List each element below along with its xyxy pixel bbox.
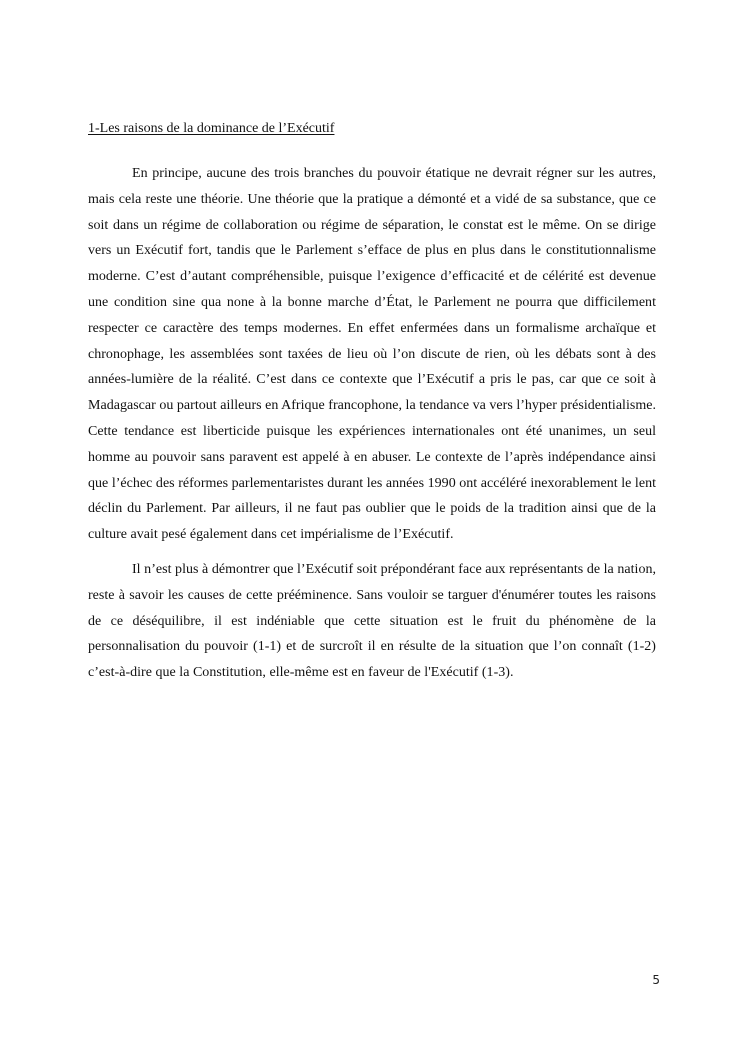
page-content xyxy=(88,119,656,686)
section-heading: 1-Les raisons de la dominance de l’Exécutif xyxy=(88,121,335,136)
page-number: 5 xyxy=(652,973,660,987)
body-paragraph-2: Il n’est plus à démontrer que l’Exécutif soit prépondérant face aux représentants de la nation, reste à savoir les causes de cette prééminence. Sans vouloir se targuer d'énumérer toutes les raisons de ce déséquilibre, il est indéniable que cette situation est le fruit du phénomène de la personnalisation du pouvoir (1-1) et de surcroît il en résulte de la situation que l’on connaît (1-2) c’est-à-dire que la Constitution, elle-même est en faveur de l'Exécutif (1-3). xyxy=(88,561,656,681)
body-paragraph-1: En principe, aucune des trois branches du pouvoir étatique ne devrait régner sur les autres, mais cela reste une théorie. Une théorie que la pratique a démonté et a vidé de sa substance, que ce soit dans un régime de collaboration ou régime de séparation, le constat est le même. On se dirige vers un Exécutif fort, tandis que le Parlement s’efface de plus en plus dans le constitutionnalisme moderne. C’est d’autant compréhensible, puisque l’exigence d’efficacité et de célérité est devenue une condition sine qua none à la bonne marche d’État, le Parlement ne pourra que difficilement respecter ce caractère des temps modernes. En effet enfermées dans un formalisme archaïque et chronophage, les assemblées sont taxées de lieu où l’on discute de rien, où les débats sont à des années-lumière de la réalité. C’est dans ce contexte que l’Exécutif a pris le pas, car que ce soit à Madagascar ou partout ailleurs en Afrique francophone, la tendance va vers l’hyper présidentialisme. Cette tendance est liberticide puisque les expériences internationales ont été unanimes, un seul homme au pouvoir sans paravent est appelé à en abuser. Le contexte de l’après indépendance ainsi que l’échec des réformes parlementaristes durant les années 1990 ont accéléré inexorablement le lent déclin du Parlement. Par ailleurs, il ne faut pas oublier que le poids de la tradition ainsi que de la culture avait pesé également dans cet impérialisme de l’Exécutif. xyxy=(88,166,657,543)
